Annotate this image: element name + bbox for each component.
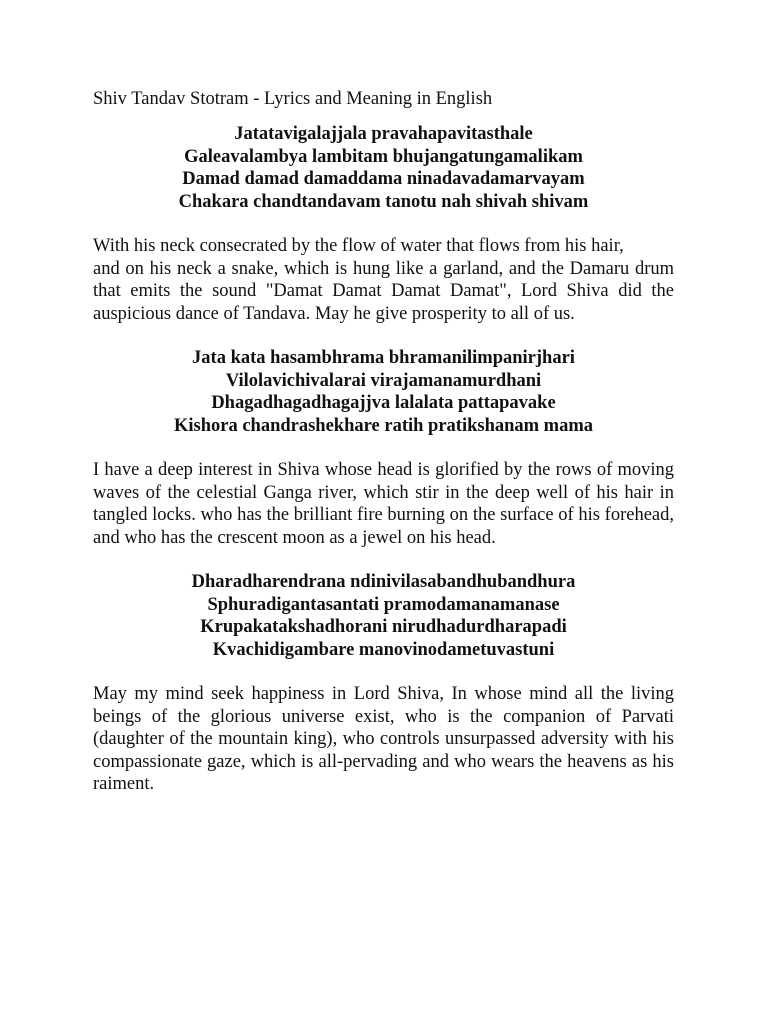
meaning-paragraph: I have a deep interest in Shiva whose head is glorified by the rows of moving waves of the celestial Ganga river, which stir in the deep well of his hair in tangled locks. who has the brilliant fire burning on the surface of his forehead, and who has the crescent moon as a jewel on his head. bbox=[93, 460, 674, 548]
verse-line: Vilolavichivalarai virajamanamurdhani bbox=[225, 370, 542, 391]
stanza-2-verse bbox=[93, 347, 674, 437]
verse-line: Dharadharendrana ndinivilasabandhubandhura bbox=[191, 572, 576, 592]
verse-line: Jata kata hasambhrama bhramanilimpanirjhari bbox=[192, 348, 575, 368]
meaning-paragraph-line: With his neck consecrated by the flow of water that flows from his hair, bbox=[93, 236, 624, 256]
stanza-1-meaning bbox=[93, 235, 674, 325]
verse-line: Damad damad damaddama ninadavadamarvayam bbox=[182, 169, 585, 189]
stanza-2-meaning bbox=[93, 459, 674, 549]
stanza-3-meaning bbox=[93, 683, 674, 796]
stanza-3-verse bbox=[93, 571, 674, 661]
verse-line: Sphuradigantasantati pramodamanamanase bbox=[207, 594, 560, 615]
verse-line: Jatatavigalajjala pravahapavitasthale bbox=[234, 124, 533, 144]
verse-line: Chakara chandtandavam tanotu nah shivah shivam bbox=[178, 191, 589, 212]
verse-line: Dhagadhagadhagajjva lalalata pattapavake bbox=[211, 393, 556, 413]
meaning-paragraph-line: and on his neck a snake, which is hung like a garland, and the Damaru drum that emits the sound "Damat Damat Damat Damat", Lord Shiva did the auspicious dance of Tandava. May he give prosperity to all of us. bbox=[93, 258, 674, 324]
meaning-paragraph: May my mind seek happiness in Lord Shiva, In whose mind all the living beings of the glorious universe exist, who is the companion of Parvati (daughter of the mountain king), who controls unsurpassed adversity with his compassionate gaze, which is all-pervading and who wears the heavens as his raiment. bbox=[93, 684, 674, 794]
verse-line: Kishora chandrashekhare ratih pratikshanam mama bbox=[173, 415, 594, 436]
verse-line: Kvachidigambare manovinodametuvastuni bbox=[212, 639, 555, 660]
verse-line: Galeavalambya lambitam bhujangatungamalikam bbox=[184, 146, 583, 167]
verse-line: Krupakatakshadhorani nirudhadurdharapadi bbox=[200, 617, 567, 637]
document-title: Shiv Tandav Stotram - Lyrics and Meaning in English bbox=[93, 89, 493, 109]
stanza-1-verse bbox=[93, 123, 674, 213]
